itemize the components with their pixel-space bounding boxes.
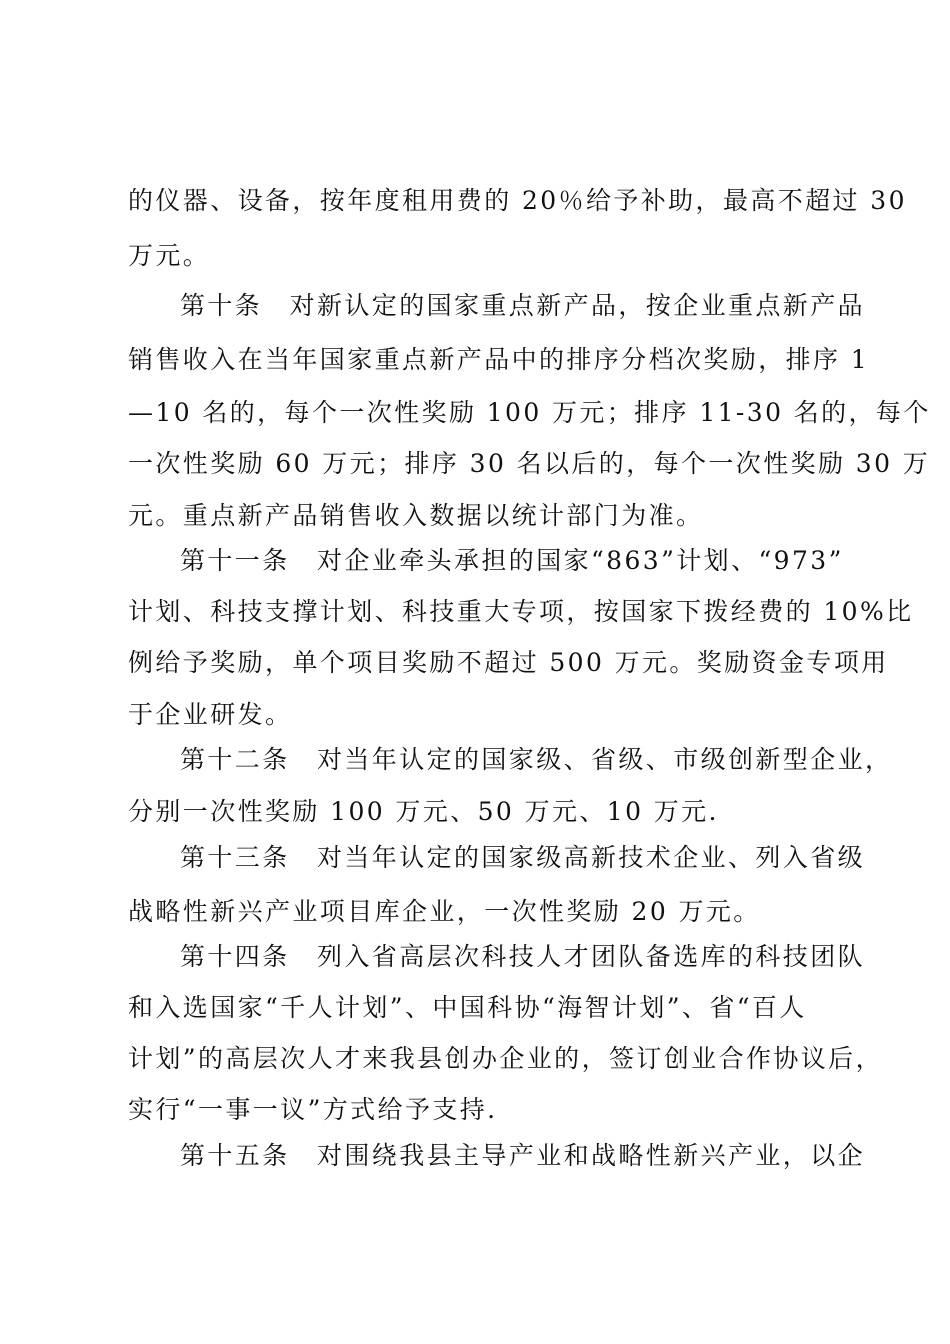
article-15-heading-line: 第十五条 对围绕我县主导产业和战略性新兴产业，以企 bbox=[180, 1141, 866, 1170]
text-line: 一次性奖励 60 万元；排序 30 名以后的，每个一次性奖励 30 万 bbox=[128, 449, 931, 478]
text-line: 于企业研发。 bbox=[128, 700, 293, 729]
text-line: 实行“一事一议”方式给予支持. bbox=[128, 1095, 498, 1124]
article-14-heading-line: 第十四条 列入省高层次科技人才团队备选库的科技团队 bbox=[180, 942, 866, 971]
text-line: —10 名的，每个一次性奖励 100 万元；排序 11-30 名的，每个 bbox=[128, 398, 931, 427]
article-13-heading-line: 第十三条 对当年认定的国家级高新技术企业、列入省级 bbox=[180, 843, 866, 872]
text-line: 元。重点新产品销售收入数据以统计部门为准。 bbox=[128, 501, 704, 530]
article-11-heading-line: 第十一条 对企业牵头承担的国家“863”计划、“973” bbox=[180, 546, 844, 575]
article-10-heading-line: 第十条 对新认定的国家重点新产品，按企业重点新产品 bbox=[180, 291, 866, 320]
text-line: 万元。 bbox=[128, 241, 211, 270]
text-line: 和入选国家“千人计划”、中国科协“海智计划”、省“百人 bbox=[128, 993, 807, 1022]
text-line: 的仪器、设备，按年度租用费的 20％给予补助，最高不超过 30 bbox=[128, 186, 907, 215]
text-line: 计划、科技支撑计划、科技重大专项，按国家下拨经费的 10%比 bbox=[128, 597, 914, 626]
text-line: 例给予奖励，单个项目奖励不超过 500 万元。奖励资金专项用 bbox=[128, 648, 889, 677]
text-line: 战略性新兴产业项目库企业，一次性奖励 20 万元。 bbox=[128, 897, 761, 926]
article-12-heading-line: 第十二条 对当年认定的国家级、省级、市级创新型企业， bbox=[180, 745, 893, 774]
text-line: 计划”的高层次人才来我县创办企业的，签订创业合作协议后， bbox=[128, 1044, 883, 1073]
text-line: 销售收入在当年国家重点新产品中的排序分档次奖励，排序 1 bbox=[128, 345, 870, 374]
text-line: 分别一次性奖励 100 万元、50 万元、10 万元. bbox=[128, 797, 719, 826]
